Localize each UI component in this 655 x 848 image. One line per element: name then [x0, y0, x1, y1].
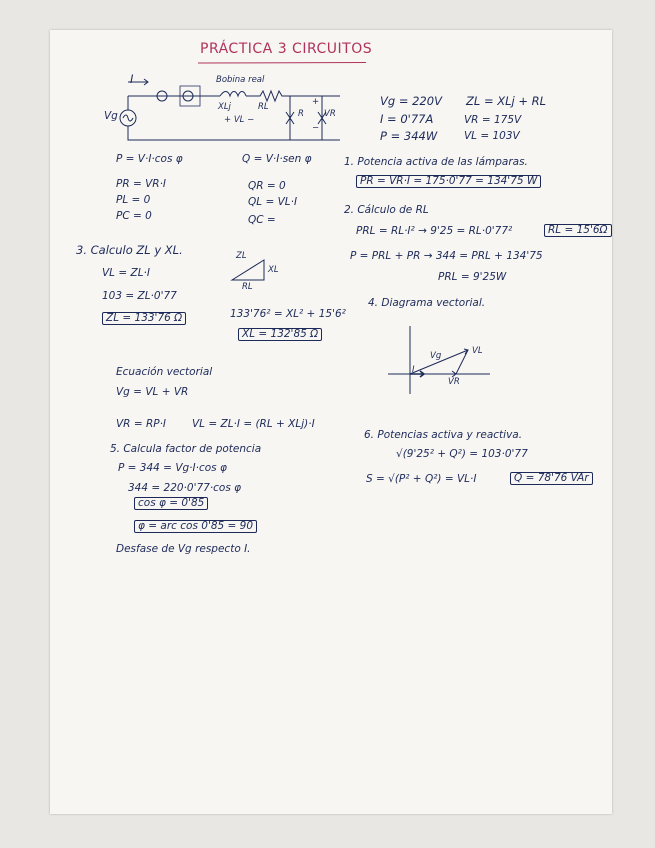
sec3-line2: 103 = ZL·0'77: [102, 290, 177, 302]
sec2-line3: PRL = 9'25W: [438, 271, 507, 283]
formula-ql: QL = VL·I: [248, 196, 298, 208]
vector-vg-label: Vg: [430, 351, 442, 361]
vector-vr-label: VR: [448, 377, 460, 387]
sec1-heading: 1. Potencia activa de las lámparas.: [344, 156, 528, 168]
sec3-zl-result: ZL = 133'76 Ω: [102, 312, 186, 325]
sec5-heading: 5. Calcula factor de potencia: [110, 443, 262, 455]
circuit-xlj-label: XLj: [218, 102, 231, 112]
title-underline: [198, 61, 368, 65]
sec2-line2: P = PRL + PR → 344 = PRL + 134'75: [350, 250, 543, 262]
vector-vl: [456, 350, 468, 374]
formula-pr: PR = VR·I: [116, 178, 167, 190]
triangle-z-label: ZL: [236, 251, 247, 261]
page-title: PRÁCTICA 3 CIRCUITOS: [200, 41, 373, 57]
ecuacion-line3: VL = ZL·I = (RL + XLj)·I: [192, 418, 315, 430]
sec5-line2: 344 = 220·0'77·cos φ: [128, 482, 242, 494]
sec4-heading: 4. Diagrama vectorial.: [368, 297, 486, 309]
sec3-xl-result: XL = 132'85 Ω: [238, 328, 322, 341]
sec5-phi-result: φ = arc cos 0'85 = 90: [134, 520, 257, 533]
given-i: I = 0'77A: [380, 112, 434, 126]
triangle-x-label: XL: [268, 265, 279, 275]
sec1-result: PR = VR·I = 175·0'77 = 134'75 W: [356, 175, 541, 188]
sec2-line1: PRL = RL·I² → 9'25 = RL·0'77²: [356, 225, 513, 237]
circuit-current-label: I: [130, 72, 134, 86]
given-p: P = 344W: [380, 129, 438, 143]
sec6-q-result: Q = 78'76 VAr: [510, 472, 593, 485]
sec3-line1: VL = ZL·I: [102, 267, 150, 279]
given-vl: VL = 103V: [464, 130, 520, 142]
formula-qr: QR = 0: [248, 180, 286, 192]
ecuacion-line2: VR = RP·I: [116, 418, 167, 430]
sec5-line5: Desfase de Vg respecto I.: [116, 543, 251, 555]
given-zl: ZL = XLj + RL: [466, 94, 547, 108]
vector-vl-label: VL: [472, 346, 483, 356]
given-vr: VR = 175V: [464, 114, 522, 126]
sec6-line1: √(9'25² + Q²) = 103·0'77: [396, 448, 528, 460]
sec6-line2: S = √(P² + Q²) = VL·I: [366, 473, 477, 485]
circuit-rp-label: R: [298, 109, 304, 119]
sec2-rl-result: RL = 15'6Ω: [544, 224, 612, 237]
formula-pl: PL = 0: [116, 194, 151, 206]
circuit-vl-label: + VL −: [224, 115, 255, 125]
ecuacion-heading: Ecuación vectorial: [116, 366, 213, 378]
circuit-rl-label: RL: [258, 102, 269, 112]
formula-p: P = V·I·cos φ: [116, 153, 183, 165]
sec6-heading: 6. Potencias activa y reactiva.: [364, 429, 523, 441]
vector-i-label: I: [412, 365, 415, 375]
sec3-heading: 3. Calculo ZL y XL.: [76, 243, 183, 257]
circuit-minus: −: [312, 123, 320, 133]
formula-qc: QC =: [248, 214, 276, 226]
vector-diagram: [380, 320, 510, 400]
sec5-cos-result: cos φ = 0'85: [134, 497, 208, 510]
formula-pc: PC = 0: [116, 210, 152, 222]
formula-q: Q = V·I·sen φ: [242, 153, 312, 165]
circuit-plus: +: [312, 97, 320, 107]
coil-symbol: [220, 92, 246, 97]
circuit-vr-label: VR: [324, 109, 336, 119]
circuit-source-label: Vg: [104, 110, 118, 122]
triangle-r-label: RL: [242, 282, 253, 292]
sec2-heading: 2. Cálculo de RL: [344, 204, 429, 216]
notebook-page: [50, 30, 612, 814]
circuit-coil-label: Bobina real: [216, 75, 265, 85]
ecuacion-line1: Vg = VL + VR: [116, 386, 189, 398]
sec5-line1: P = 344 = Vg·I·cos φ: [118, 462, 227, 474]
sec3-line4: 133'76² = XL² + 15'6²: [230, 308, 346, 320]
given-vg: Vg = 220V: [380, 94, 442, 108]
